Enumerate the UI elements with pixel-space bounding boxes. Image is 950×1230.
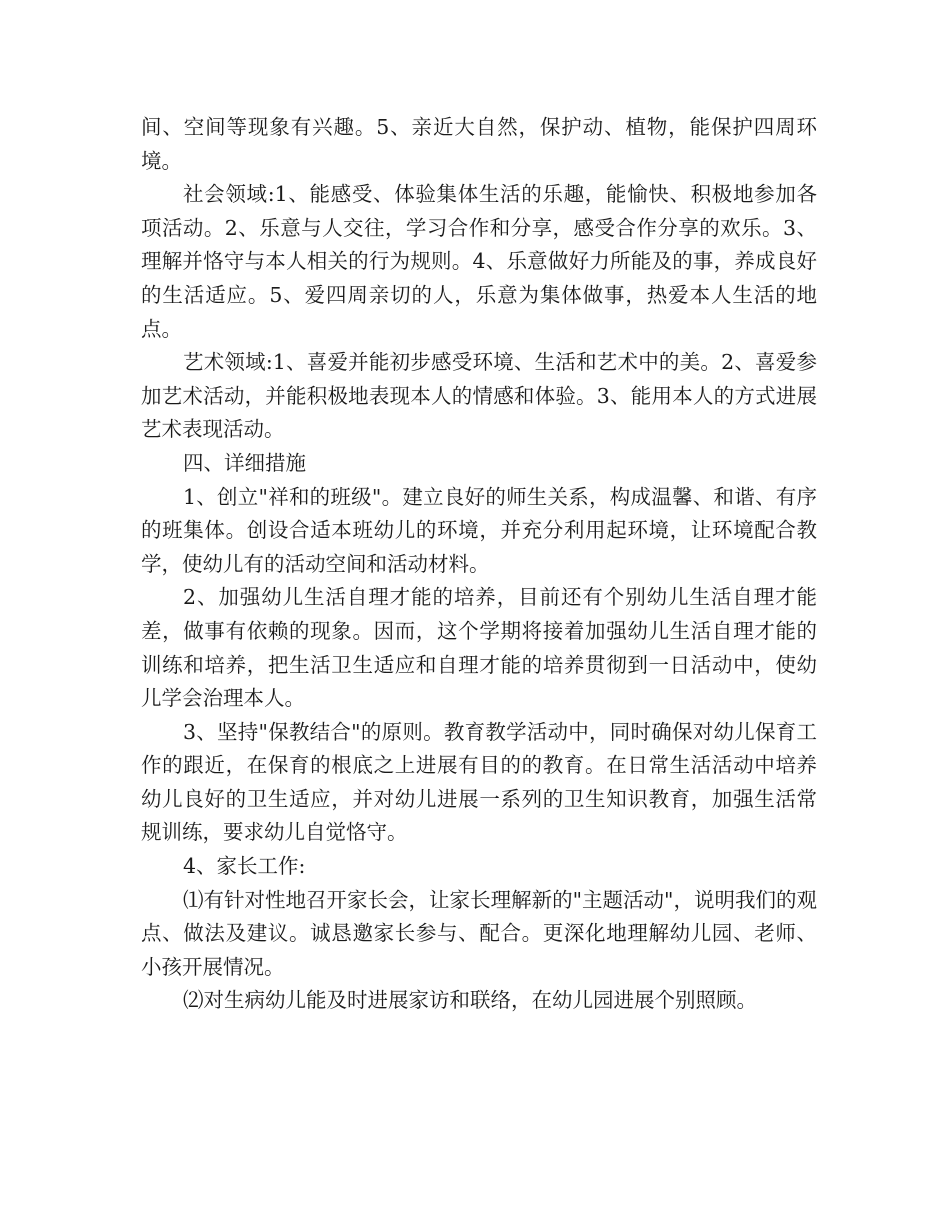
paragraph-measure-1: 1、创立"祥和的班级"。建立良好的师生关系，构成温馨、和谐、有序的班集体。创设合适本班幼儿的环境，并充分利用起环境，让环境配合教学，使幼儿有的活动空间和活动材料。 [141,484,817,576]
paragraph-art-domain: 艺术领域:1、喜爱并能初步感受环境、生活和艺术中的美。2、喜爱参加艺术活动，并能积极地表现本人的情感和体验。3、能用本人的方式进展艺术表现活动。 [141,350,817,442]
paragraph-measure-2: 2、加强幼儿生活自理才能的培养，目前还有个别幼儿生活自理才能差，做事有依赖的现象。因而，这个学期将接着加强幼儿生活自理才能的训练和培养，把生活卫生适应和自理才能的培养贯彻到一日活动中，使幼儿学会治理本人。 [141,585,817,711]
paragraph-measure-4-heading: 4、家长工作: [183,854,306,879]
paragraph-parent-work-2: ⑵对生病幼儿能及时进展家访和联络，在幼儿园进展个别照顾。 [183,988,757,1013]
paragraph-continuation: 间、空间等现象有兴趣。5、亲近大自然，保护动、植物，能保护四周环境。 [141,115,817,173]
document-body [141,111,817,1018]
paragraph-social-domain: 社会领域:1、能感受、体验集体生活的乐趣，能愉快、积极地参加各项活动。2、乐意与人交往，学习合作和分享，感受合作分享的欢乐。3、理解并恪守与本人相关的行为规则。4、乐意做好力所能及的事，养成良好的生活适应。5、爱四周亲切的人，乐意为集体做事，热爱本人生活的地点。 [141,182,817,341]
section-heading-measures: 四、详细措施 [183,450,306,475]
paragraph-measure-3: 3、坚持"保教结合"的原则。教育教学活动中，同时确保对幼儿保育工作的跟近，在保育的根底之上进展有目的的教育。在日常生活活动中培养幼儿良好的卫生适应，并对幼儿进展一系列的卫生知识教育，加强生活常规训练，要求幼儿自觉恪守。 [141,719,817,845]
paragraph-parent-work-1: ⑴有针对性地召开家长会，让家长理解新的"主题活动"，说明我们的观点、做法及建议。诚恳邀家长参与、配合。更深化地理解幼儿园、老师、小孩开展情况。 [141,887,817,979]
